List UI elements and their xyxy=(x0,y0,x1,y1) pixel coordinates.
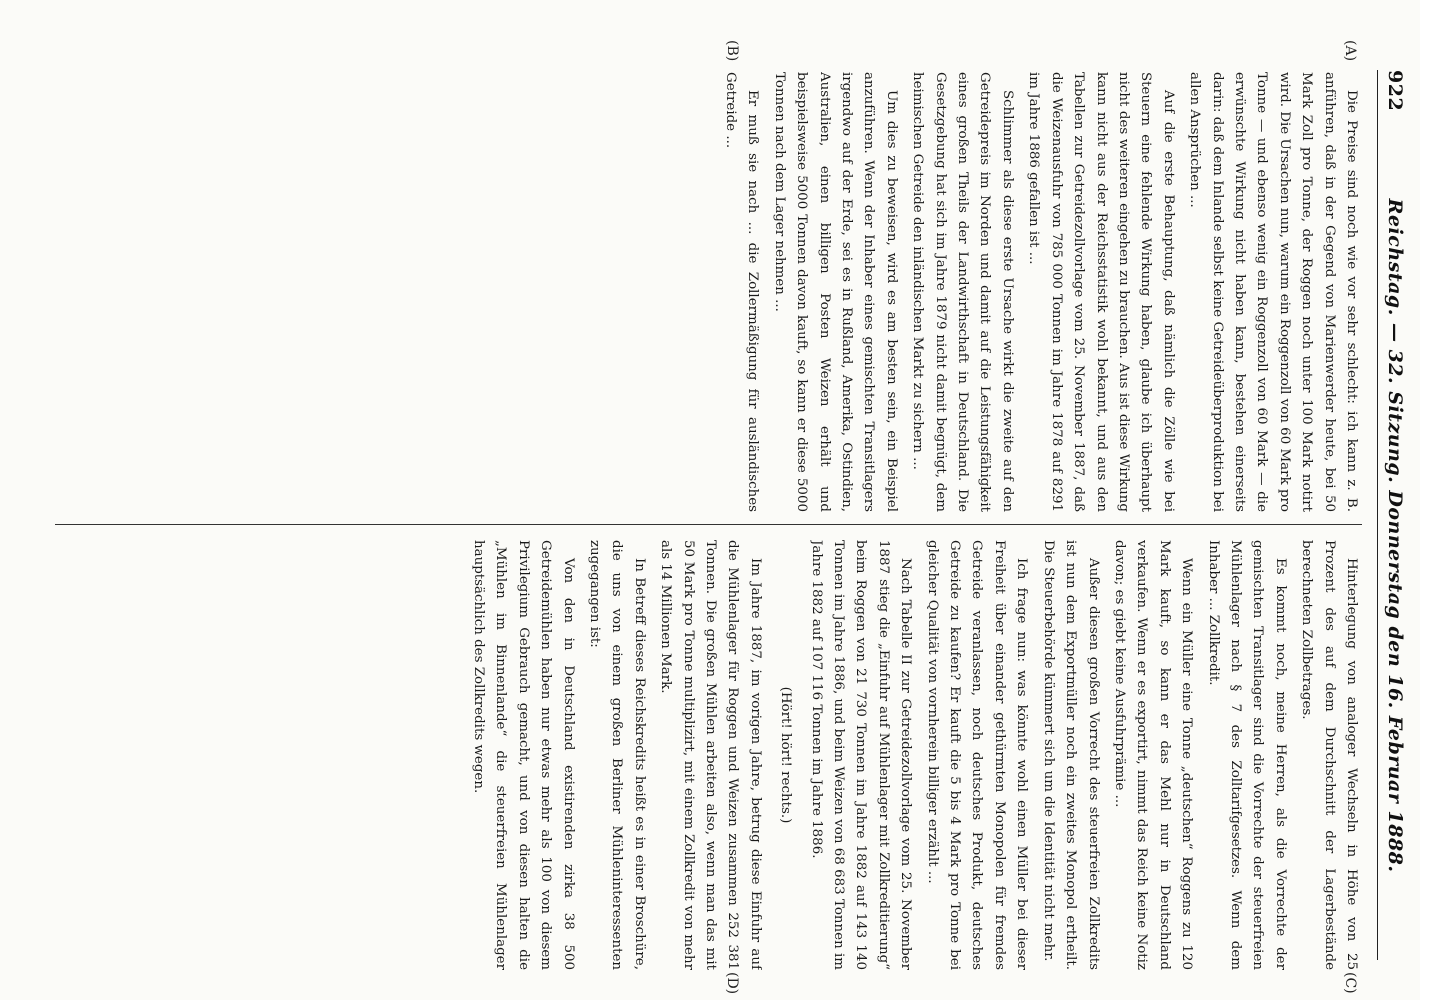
interjection: (Hört! hört! rechts.) xyxy=(778,686,794,824)
paragraph: Von den in Deutschland existirenden zirka 38 500 Getreidemühlen haben nur etwas mehr als 100 von diesem Privilegium Gebrauch gemacht, und von diesen halten die „Mühlen im Binnenlande“ die steuerfreien Mühlenlager hauptsächlich des Zollkredits wegen. xyxy=(470,540,576,970)
left-column xyxy=(55,72,1362,512)
page-number: 922 xyxy=(1384,70,1406,112)
paragraph: Um dies zu beweisen, wird es am besten sein, ein Beispiel anzuführen. Wenn der Inhaber eines gemischten Transitlagers irgendwo auf der Erde, sei es in Rußland, Amerika, Ostindien, Australien, einen billigen Posten Weizen erhält und beispielsweise 5000 Tonnen davon kauft, so kann er diese 5000 Tonnen nach dem Lager nehmen ... xyxy=(771,72,899,512)
page-title: Reichstag. — 32. Sitzung. Donnerstag den 16. Februar 1888. xyxy=(1384,198,1406,873)
paragraph: Im Jahre 1887, im vorigen Jahre, betrug diese Einfuhr auf die Mühlenlager für Roggen und Weizen zusammen 252 381 Tonnen. Die großen Mühlen arbeiten also, wenn man das mit 50 Mark pro Tonne multiplizirt, mit einem Zollkredit von mehr als 14 Millionen Mark. xyxy=(658,540,763,970)
paragraph: Ich frage nun: was könnte wohl einen Müller bei dieser Freiheit über einander gethürmten Monopolen für fremdes Getreide veranlassen, noch deutsches Produkt, deutsches Getreide zu kaufen? Er kauft die 5 bis 4 Mark pro Tonne bei gleicher Qualität von vornherein billiger erzählt ... xyxy=(924,540,1030,970)
paragraph: Die Preise sind noch wie vor sehr schlecht: ich kann z. B. anführen, daß in der Gegend von Marienwerder heute, bei 50 Mark Zoll pro Tonne, der Roggen noch unter 100 Mark notirt wird. Die Ursachen nun, warum ein Roggenzoll von 60 Mark pro Tonne — und ebenso wenig ein Roggenzoll von 60 Mark — die erwünschte Wirkung nicht haben kann, bestehen einerseits darin: daß dem Inlande selbst keine Getreideüberproduktion bei allen Ansprüchen ... xyxy=(1187,72,1359,512)
margin-marker-c: (C) xyxy=(1342,972,1358,994)
paragraph: In Betreff dieses Reichskredits heißt es in einer Broschüre, die uns von einem großen Berliner Mühleninteressenten zugegangen ist: xyxy=(587,540,647,970)
margin-marker-b: (B) xyxy=(724,40,740,62)
paragraph: Es kommt noch, meine Herren, als die Vorrechte der gemischten Transitlager sind die Vorrechte der steuerfreien Mühlenlager nach § 7 des Zolltarifgesetzes. Wenn dem Inhaber ... Zollkredit. xyxy=(1205,540,1288,970)
paragraph: Er muß sie nach ... die Zollermäßigung für ausländisches Getreide ... xyxy=(723,72,761,512)
right-column xyxy=(55,540,1362,970)
margin-marker-d: (D) xyxy=(724,972,740,995)
paragraph: Schlimmer als diese erste Ursache wirkt die zweite auf den Getreidepreis im Norden und damit auf die Leistungsfähigkeit eines großen Theils der Landwirthschaft in Deutschland. Die Gesetzgebung hat sich im Jahre 1879 nicht damit begnügt, dem heimischen Getreide den inländischen Markt zu sichern ... xyxy=(910,72,1015,512)
paragraph: Auf die erste Behauptung, daß nämlich die Zölle wie bei Steuern eine fehlende Wirkung haben, glaube ich überhaupt nicht des weiteren eingehen zu brauchen. Aus ist diese Wirkung kann nicht aus der Reichsstatistik wohl bekannt, und aus den Tabellen zur Getreidezollvorlage vom 25. November 1887, daß die Weizenausfuhr von 785 000 Tonnen im Jahre 1878 auf 8291 im Jahre 1886 gefallen ist ... xyxy=(1026,72,1176,512)
paragraph: Hinterlegung von analoger Wechseln in Höhe von 25 Prozent des auf dem Durchschnitt der Lagerbestände berechneten Zollbetrages. xyxy=(1299,540,1359,970)
column-divider xyxy=(55,524,1362,525)
page-header xyxy=(1377,70,1412,960)
margin-marker-a: (A) xyxy=(1342,40,1358,62)
paragraph: Außer diesen großen Vorrecht des steuerfreien Zollkredits ist nun dem Exportmüller noch ein zweites Monopol ertheilt. Die Steuerbehörde kümmert sich um die Identität nicht mehr. xyxy=(1040,540,1101,970)
paragraph: Wenn ein Müller eine Tonne „deutschen“ Roggens zu 120 Mark kauft, so kann er das Mehl nur in Deutschland verkaufen. Wenn er es exportirt, nimmt das Reich keine Notiz davon; es giebt keine Ausfuhrprämie ... xyxy=(1111,540,1195,970)
paragraph: Nach Tabelle II zur Getreidezollvorlage vom 25. November 1887 stieg die „Einfuhr auf Mühlenlager mit Zollkreditierung“ beim Roggen von 21 730 Tonnen im Jahre 1882 auf 143 140 Tonnen im Jahre 1886, und beim Weizen von 68 683 Tonnen im Jahre 1882 auf 107 116 Tonnen im Jahre 1886. xyxy=(808,540,914,970)
